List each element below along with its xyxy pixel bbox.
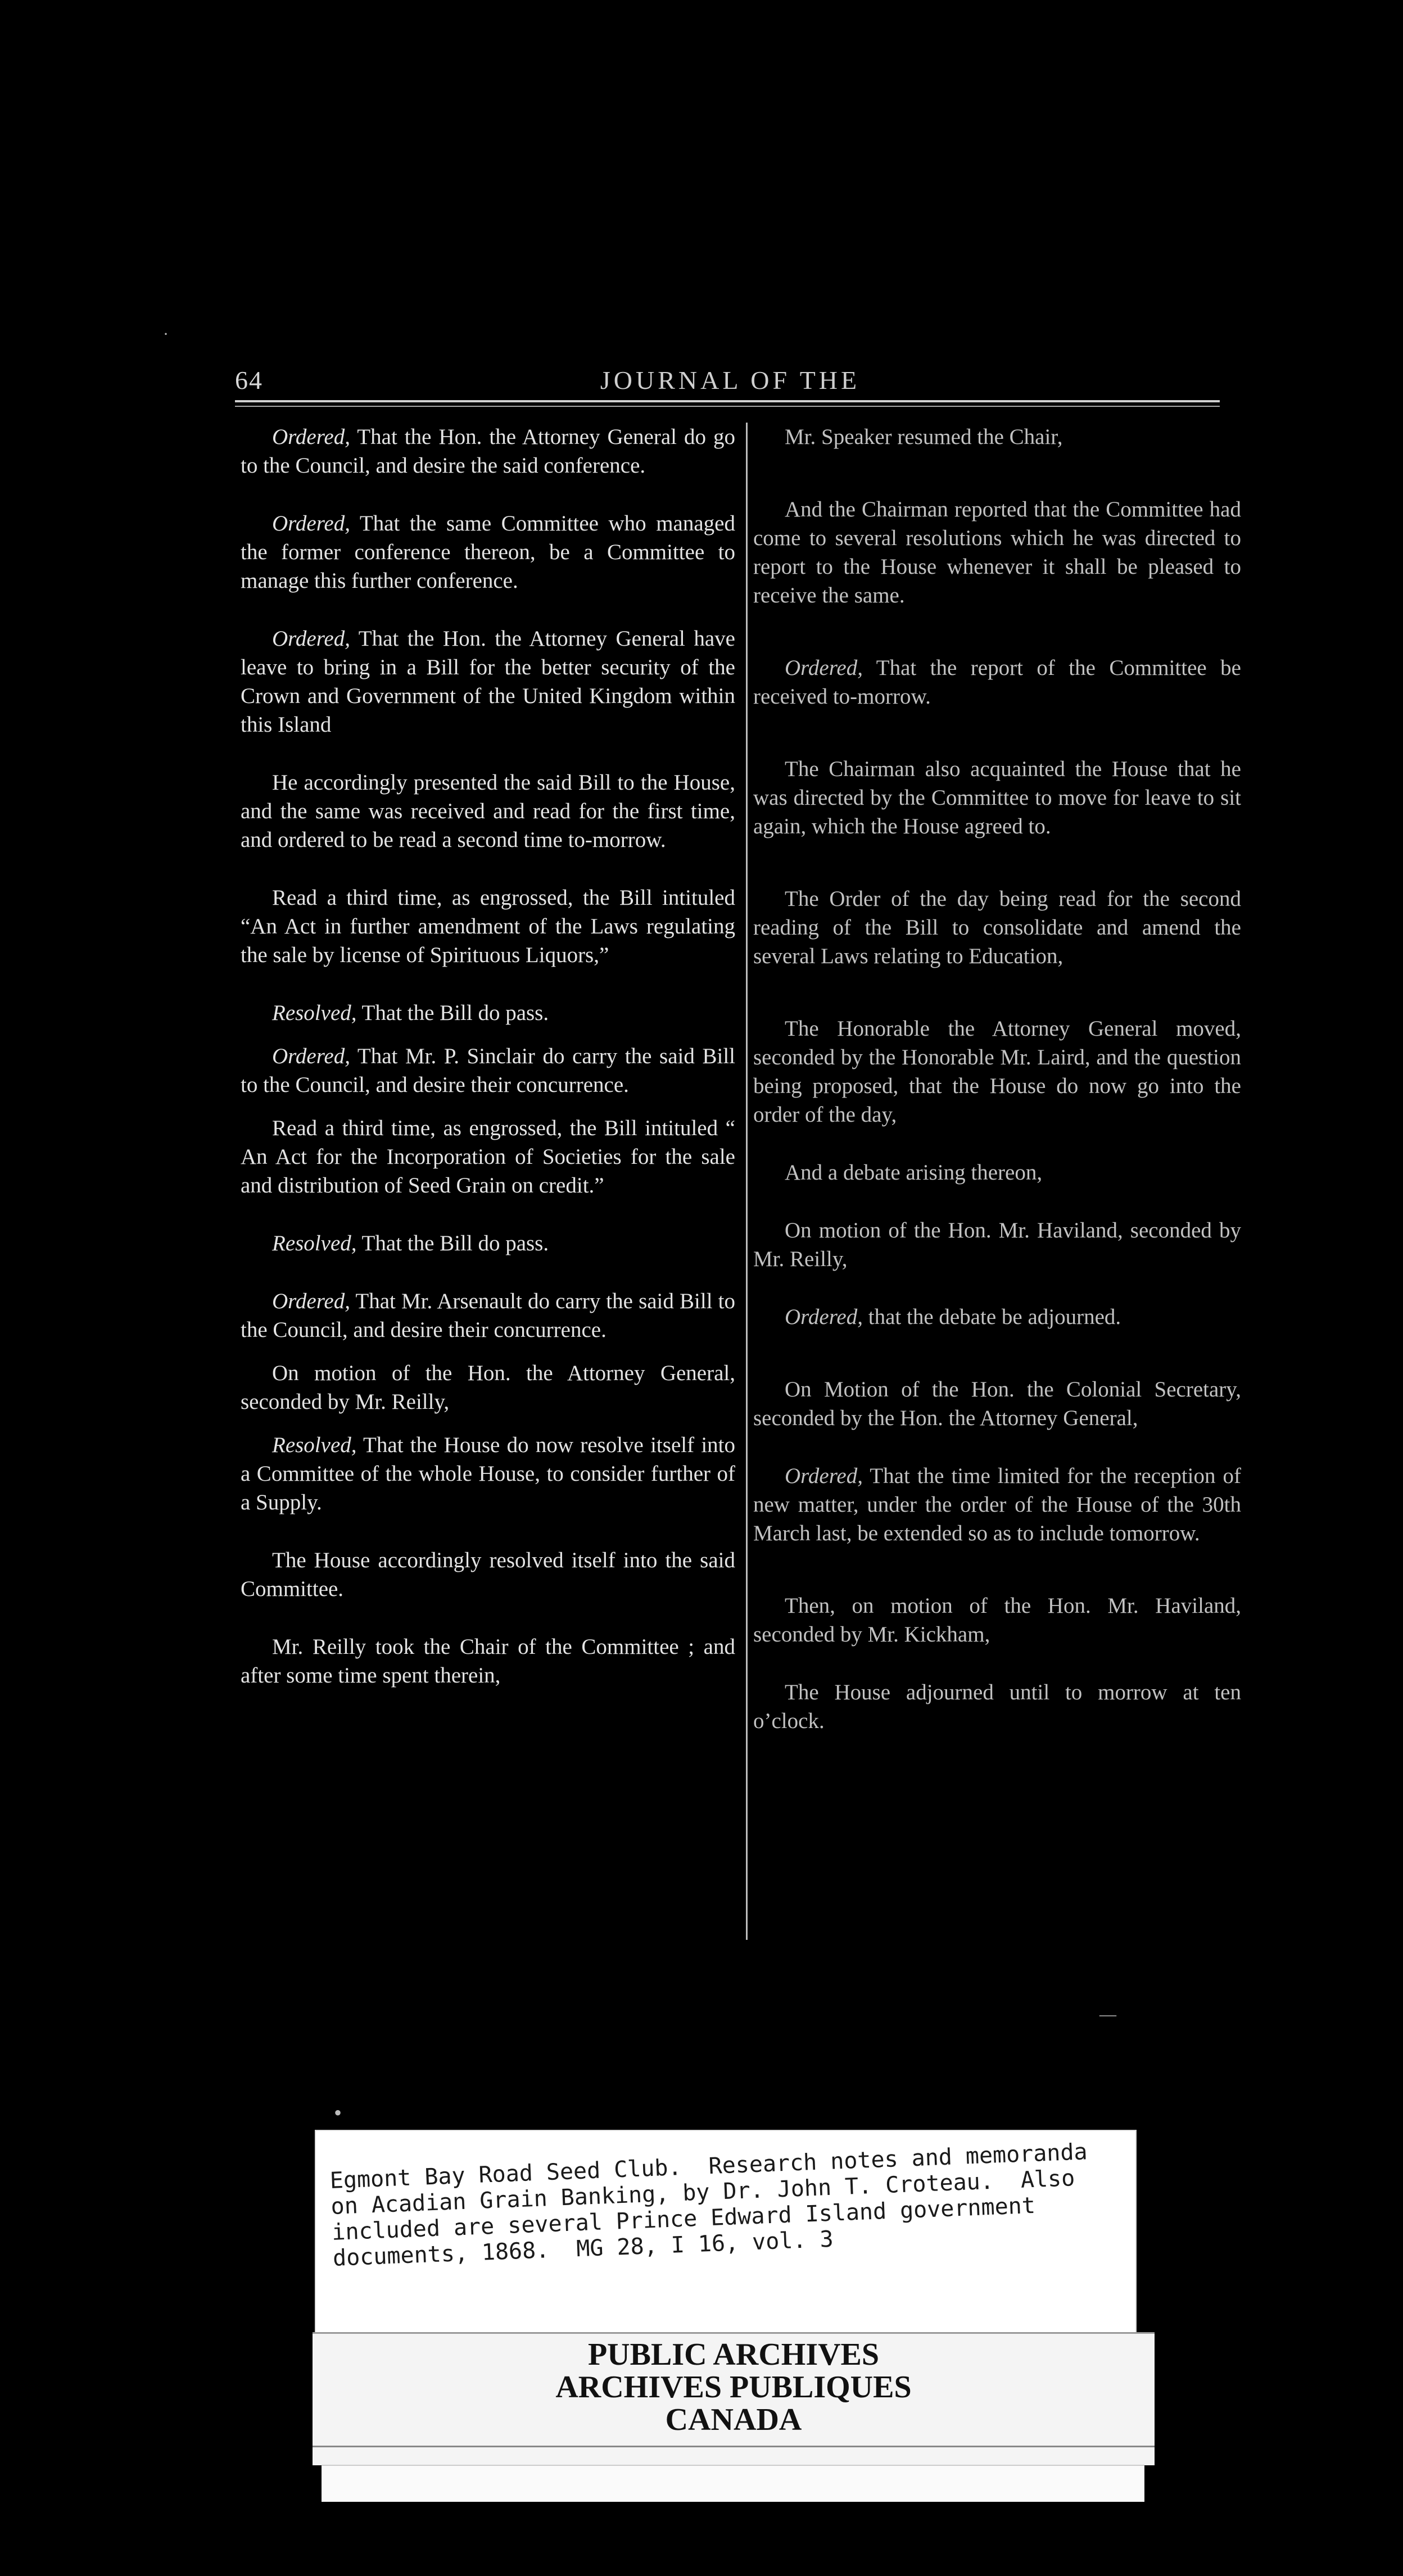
paragraph-lead: Ordered, [785,656,863,680]
header-rule [235,400,1220,402]
stamp-line: PUBLIC ARCHIVES [587,2337,880,2372]
archive-note-text: Egmont Bay Road Seed Club. Research notes and memoranda on Acadian Grain Banking, by Dr. John T. Croteau. Also included are several Prince Edward Island government documents, 1868. MG 28, I 16, vol. 3 [329,2139,1088,2271]
paragraph [753,1158,1241,1187]
paragraph-text: The Order of the day being read for the second reading of the Bill to consolidate and amend the several Laws relating to Education, [753,887,1241,968]
scan-speck: · [163,325,169,343]
paragraph-lead: Ordered, [785,1305,863,1329]
paragraph [753,1303,1241,1331]
paragraph-text: That the House do now resolve itself into a Committee of the whole House, to consider further of a Supply. [241,1433,735,1514]
paragraph [241,1229,735,1258]
paragraph-lead: Ordered, [272,425,350,449]
paragraph [241,768,735,854]
paragraph-text: The House accordingly resolved itself into the said Committee. [241,1548,735,1601]
paragraph [753,1014,1241,1129]
paragraph-text: On Motion of the Hon. the Colonial Secretary, seconded by the Hon. the Attorney General, [753,1377,1241,1430]
paragraph [753,654,1241,711]
paragraph-text: that the debate be adjourned. [863,1305,1121,1329]
paragraph-text: That the Hon. the Attorney General do go to the Council, and desire the said conference. [241,425,735,478]
paragraph-lead: Ordered, [785,1464,863,1488]
paragraph-text: The Chairman also acquainted the House that he was directed by the Committee to move for leave to sit again, which the House agreed to. [753,757,1241,838]
paragraph-text: The Honorable the Attorney General moved, seconded by the Honorable Mr. Laird, and the question being proposed, that the House do now go into the order of the day, [753,1017,1241,1127]
paragraph [241,423,735,480]
paragraph [241,1287,735,1344]
paragraph-text: And the Chairman reported that the Committee had come to several resolutions which he was directed to report to the House whenever it shall be pleased to receive the same. [753,497,1241,607]
column-divider [746,423,748,1940]
scan-speck: • [334,2100,342,2125]
paragraph-text: That the Bill do pass. [356,1001,549,1025]
paragraph-text: On motion of the Hon. the Attorney General, seconded by Mr. Reilly, [241,1361,735,1414]
paragraph-text: Mr. Speaker resumed the Chair, [785,425,1063,449]
paragraph-lead: Resolved, [272,1433,357,1457]
paragraph [241,624,735,739]
paragraph-text: That the Hon. the Attorney General have leave to bring in a Bill for the better security of the Crown and Government of the United Kingdom within this Island [241,627,735,737]
paragraph-text: The House adjourned until to morrow at ten o’clock. [753,1680,1241,1733]
archive-stamp-text [313,2338,1155,2436]
paragraph-lead: Resolved, [272,1001,357,1025]
paragraph [241,999,735,1027]
paragraph-text: Read a third time, as engrossed, the Bill intituled “An Act in further amendment of the Laws regulating the sale by license of Spirituous Liquors,” [241,886,735,967]
paragraph-text: That Mr. Arsenault do carry the said Bill to the Council, and desire their concurrence. [241,1289,735,1342]
paragraph [753,1462,1241,1548]
paragraph [753,885,1241,970]
paragraph [241,1431,735,1517]
paragraph [753,1216,1241,1273]
left-column [241,423,735,1719]
paragraph [753,1591,1241,1649]
paragraph-text: That the report of the Committee be received to-morrow. [753,656,1241,709]
paragraph [241,1632,735,1690]
paragraph-text: On motion of the Hon. Mr. Haviland, seconded by Mr. Reilly, [753,1218,1241,1271]
paragraph [753,755,1241,841]
scan-speck: — [1099,2005,1116,2024]
stamp-bottom-strip [322,2465,1144,2502]
page-header [235,360,1225,399]
paragraph-lead: Ordered, [272,511,350,536]
archive-note-label [316,2131,1135,2333]
paragraph-text: He accordingly presented the said Bill to the House, and the same was received and read for the first time, and ordered to be read a second time to-morrow. [241,770,735,852]
journal-title: JOURNAL OF THE [600,366,861,394]
paragraph [753,1678,1241,1735]
paragraph-text: And a debate arising thereon, [785,1160,1043,1185]
paragraph-lead: Resolved, [272,1231,357,1255]
paragraph-text: That the Bill do pass. [356,1231,549,1255]
paragraph-text: Read a third time, as engrossed, the Bill intituled “ An Act for the Incorporation of Societies for the sale and distribution of Seed Grain on credit.” [241,1116,735,1198]
paragraph-text: Then, on motion of the Hon. Mr. Haviland, seconded by Mr. Kickham, [753,1594,1241,1647]
paragraph-lead: Ordered, [272,1289,350,1313]
right-column [753,423,1241,1765]
page-number: 64 [235,366,263,394]
stamp-line: CANADA [665,2402,802,2437]
paragraph-lead: Ordered, [272,1044,350,1068]
paragraph [753,423,1241,451]
paragraph-text: That the time limited for the reception of new matter, under the order of the House of the 30th March last, be extended so as to include tomorrow. [753,1464,1241,1545]
paragraph-lead: Ordered, [272,627,350,651]
paragraph-text: That Mr. P. Sinclair do carry the said Bill to the Council, and desire their concurrence. [241,1044,735,1097]
stamp-divider [313,2446,1155,2447]
paragraph-text: That the same Committee who managed the former conference thereon, be a Committee to manage this further conference. [241,511,735,593]
paragraph [241,509,735,595]
header-rule-thin [235,406,1220,407]
paragraph [241,883,735,969]
paragraph [241,1114,735,1200]
paragraph [753,1375,1241,1432]
paragraph [753,495,1241,610]
paragraph-text: Mr. Reilly took the Chair of the Committee ; and after some time spent therein, [241,1635,735,1688]
stamp-line: ARCHIVES PUBLIQUES [555,2370,912,2405]
paragraph [241,1546,735,1603]
paragraph [241,1042,735,1099]
paragraph [241,1359,735,1416]
